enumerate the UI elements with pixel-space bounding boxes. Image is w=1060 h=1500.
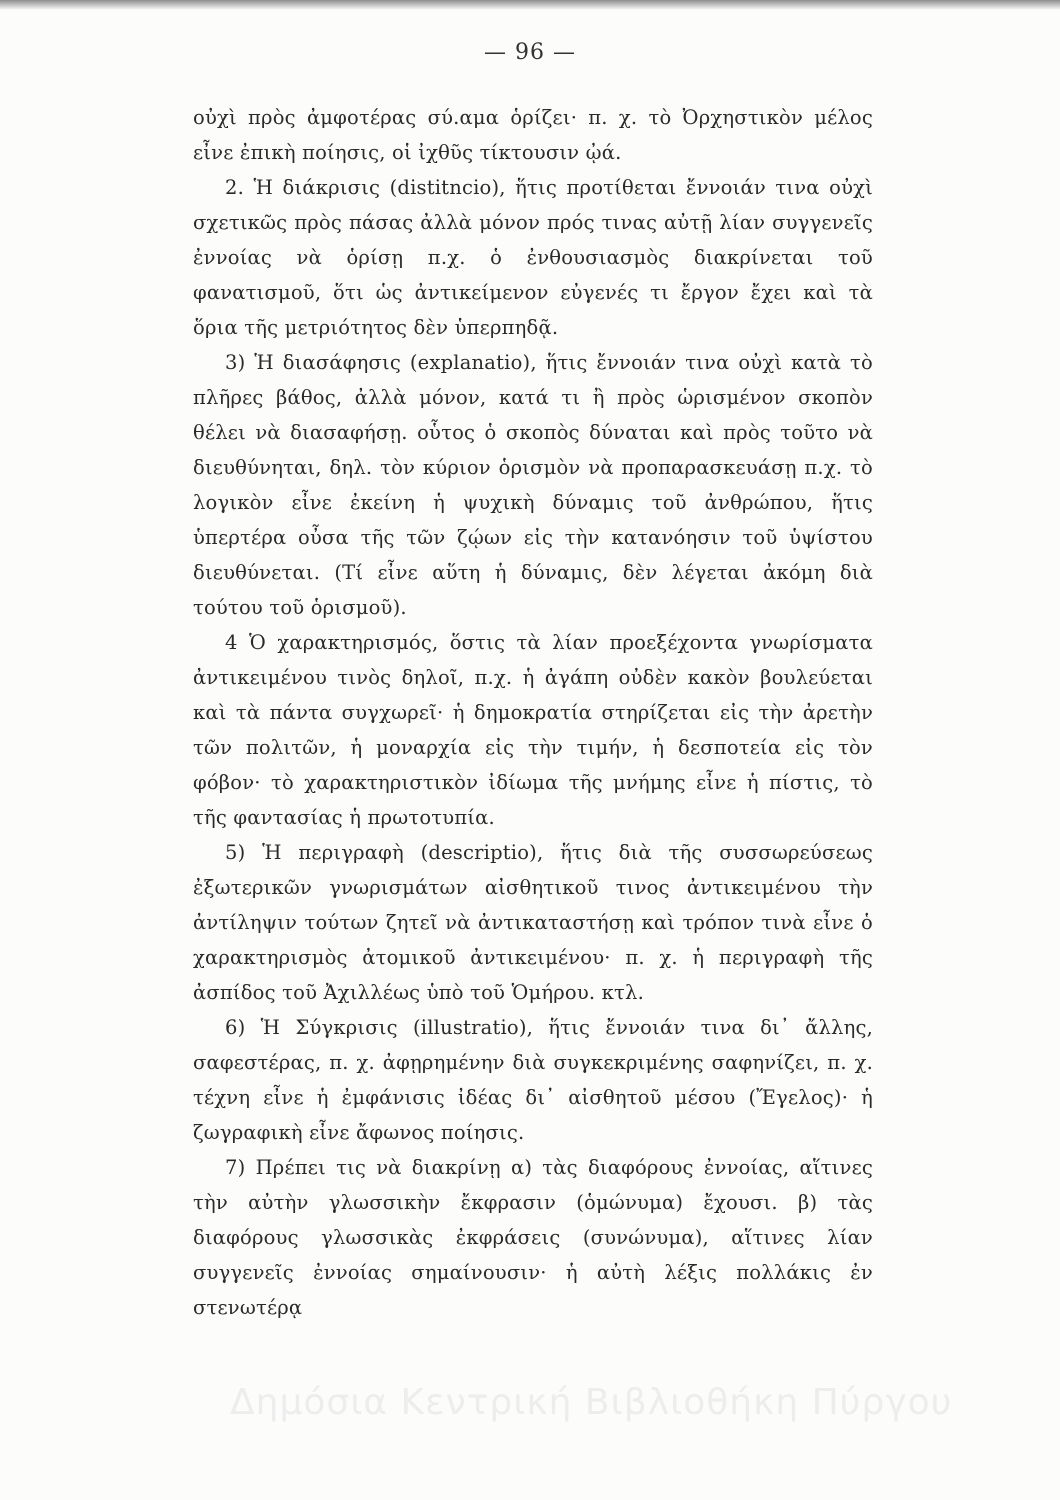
paragraph-explanatio: 3) Ἡ διασάφησις (explanatio), ἥτις ἔννοιάν τινα οὐχὶ κατὰ τὸ πλῆρες βάθος, ἀλλὰ μόνον, κατά τι ἢ πρὸς ὡρισμένον σκοπὸν θέλει νὰ διασαφήσῃ. οὗτος ὁ σκοπὸς δύναται καὶ πρὸς τοῦτο νὰ διευθύνηται, δηλ. τὸν κύριον ὁρισμὸν νὰ προπαρασκευάσῃ π.χ. τὸ λογικὸν εἶνε ἐκείνη ἡ ψυχικὴ δύναμις τοῦ ἀνθρώπου, ἥτις ὑπερτέρα οὖσα τῆς τῶν ζῴων εἰς τὴν κατανόησιν τοῦ ὑψίστου διευθύνεται. (Τί εἶνε αὕτη ἡ δύναμις, δὲν λέγεται ἀκόμη διὰ τούτου τοῦ ὁρισμοῦ). xyxy=(193,351,873,619)
paragraph-illustratio: 6) Ἡ Σύγκρισις (illustratio), ἥτις ἔννοιάν τινα δι᾽ ἄλλης, σαφεστέρας, π. χ. ἀφῃρημένην διὰ συγκεκριμένης σαφηνίζει, π. χ. τέχνη εἶνε ἡ ἐμφάνισις ἰδέας δι᾽ αἰσθητοῦ μέσου (Ἔγελος)· ἡ ζωγραφικὴ εἶνε ἄφωνος ποίησις. xyxy=(193,1016,873,1144)
paragraph-synonyms: 7) Πρέπει τις νὰ διακρίνῃ α) τὰς διαφόρους ἐννοίας, αἵτινες τὴν αὐτὴν γλωσσικὴν ἔκφρασιν (ὁμώνυμα) ἔχουσι. β) τὰς διαφόρους γλωσσικὰς ἐκφράσεις (συνώνυμα), αἵτινες λίαν συγγενεῖς ἐννοίας σημαίνουσιν· ἡ αὐτὴ λέξις πολλάκις ἐν στενωτέρᾳ xyxy=(193,1156,873,1319)
paragraph-descriptio: 5) Ἡ περιγραφὴ (descriptio), ἥτις διὰ τῆς συσσωρεύσεως ἐξωτερικῶν γνωρισμάτων αἰσθητικοῦ τινος ἀντικειμένου τὴν ἀντίληψιν τούτων ζητεῖ νὰ ἀντικαταστήσῃ καὶ τρόπον τινὰ εἶνε ὁ χαρακτηρισμὸς ἀτομικοῦ ἀντικειμένου· π. χ. ἡ περιγραφὴ τῆς ἀσπίδος τοῦ Ἀχιλλέως ὑπὸ τοῦ Ὁμήρου. κτλ. xyxy=(193,841,873,1004)
paragraph-distinctio: 2. Ἡ διάκρισις (distitncio), ἥτις προτίθεται ἔννοιάν τινα οὐχὶ σχετικῶς πρὸς πάσας ἀλλὰ μόνον πρός τινας αὐτῇ λίαν συγγενεῖς ἐννοίας νὰ ὁρίσῃ π.χ. ὁ ἐνθουσιασμὸς διακρίνεται τοῦ φανατισμοῦ, ὅτι ὡς ἀντικείμενον εὐγενές τι ἔργον ἔχει καὶ τὰ ὅρια τῆς μετριότητος δὲν ὑπερπηδᾷ. xyxy=(193,176,873,339)
paragraph-characterization: 4 Ὁ χαρακτηρισμός, ὅστις τὰ λίαν προεξέχοντα γνωρίσματα ἀντικειμένου τινὸς δηλοῖ, π.χ. ἡ ἀγάπη οὐδὲν κακὸν βουλεύεται καὶ τὰ πάντα συγχωρεῖ· ἡ δημοκρατία στηρίζεται εἰς τὴν ἀρετὴν τῶν πολιτῶν, ἡ μοναρχία εἰς τὴν τιμήν, ἡ δεσποτεία εἰς τὸν φόβον· τὸ χαρακτηριστικὸν ἰδίωμα τῆς μνήμης εἶνε ἡ πίστις, τὸ τῆς φαντασίας ἡ πρωτοτυπία. xyxy=(193,631,873,829)
library-watermark: Δημόσια Κεντρική Βιβλιοθήκη Πύργου xyxy=(230,1382,953,1423)
page-top-edge xyxy=(0,0,1060,10)
page-number: — 96 — xyxy=(484,40,576,65)
body-text xyxy=(193,100,873,1325)
paragraph-continuation: οὐχὶ πρὸς ἀμφοτέρας σύ.αμα ὁρίζει· π. χ. τὸ Ὀρχηστικὸν μέλος εἶνε ἐπικὴ ποίησις, οἱ ἰχθῦς τίκτουσιν ᾠά. xyxy=(193,106,873,164)
